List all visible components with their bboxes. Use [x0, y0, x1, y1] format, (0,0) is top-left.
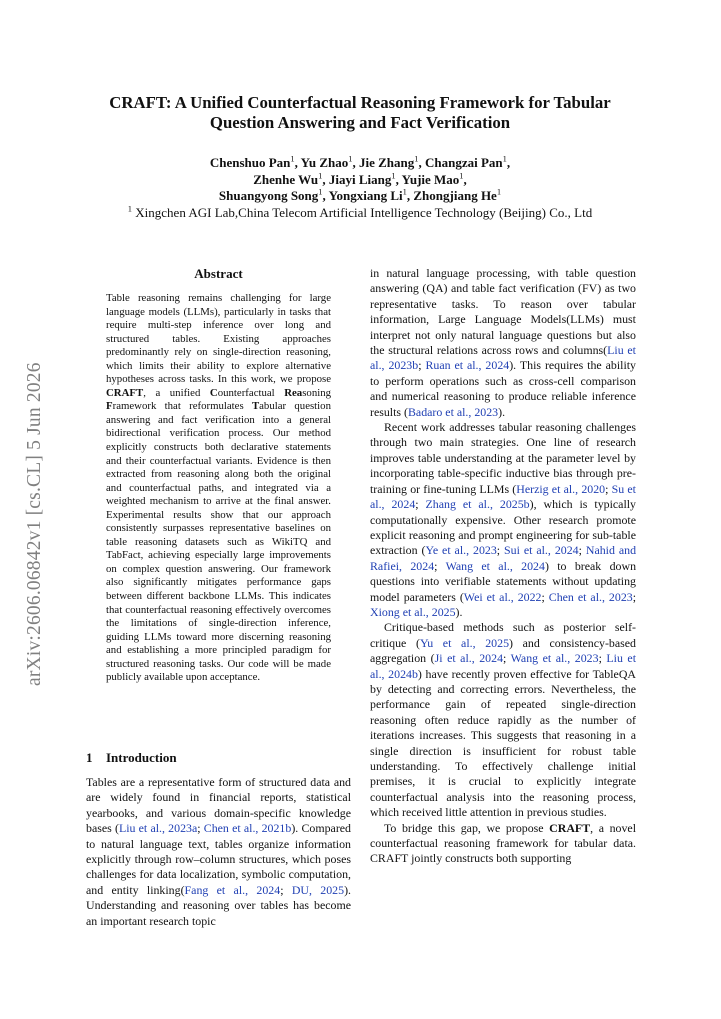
author-name: Shuangyong Song	[218, 188, 319, 203]
author-sup: 1	[496, 186, 502, 197]
citation-link[interactable]: Badaro et al., 2023	[407, 404, 499, 419]
citation-link[interactable]: Wang et al., 2023	[510, 651, 599, 666]
section-title: Introduction	[106, 750, 177, 765]
paragraph: in natural language processing, with table question answering (QA) and table fact verification (FV) as two representative tasks. To reason over tabular information, Large Language Models(LLMs) must interpret not only natural language questions but also the structural relations across rows and columns(Liu et al., 2023b; Ruan et al., 2024). This requires the ability to perform operations such as cross-cell comparison and numerical reasoning to produce reliable inference results (Badaro et al., 2023).	[370, 266, 637, 419]
title-line-1: CRAFT: A Unified Counterfactual Reasoning Framework for Tabular	[109, 93, 611, 112]
author-sup: 1	[414, 153, 419, 164]
author-name: Zhenhe Wu	[253, 171, 319, 187]
citation-link[interactable]: Sui et al., 2024	[504, 543, 579, 558]
citation-link[interactable]: Su et al., 2024	[370, 481, 636, 512]
section-heading	[86, 750, 177, 766]
affiliation	[60, 205, 660, 222]
author-name: Zhongjiang He	[413, 188, 497, 203]
intro-paragraph: Tables are a representative form of structured data and are widely found in financial reports, statistical yearbooks, and various domain-specific knowledge bases (Liu et al., 2023a; Chen et al., 2021b). Compared to natural language text, tables organize information explicitly through row–column structures, which poses challenges for data localization, symbolic computation, and entity linking(Fang et al., 2024; DU, 2025). Understanding and reasoning over tables has become an important research topic	[86, 775, 351, 928]
title-line-2: Question Answering and Fact Verification	[209, 113, 511, 132]
author-name: Jiayi Liang	[328, 171, 392, 187]
author-sup: 1	[348, 153, 353, 164]
author-name: Jie Zhang	[359, 155, 415, 170]
author-name: Yu Zhao	[300, 155, 349, 170]
citation-link[interactable]: Zhang et al., 2025b	[425, 497, 530, 512]
author-sup: 1	[391, 170, 396, 181]
citation-link[interactable]: Ruan et al., 2024	[425, 358, 510, 373]
citation-link[interactable]: Ye et al., 2023	[425, 543, 497, 558]
citation-link[interactable]: Wei et al., 2022	[463, 589, 542, 604]
author-line-2: Zhenhe Wu$^1$, Jiayi Liang$^1$, Yujie Mao$^1$,	[253, 170, 467, 187]
citation-link[interactable]: Liu et al., 2023b	[370, 343, 636, 373]
abstract-heading: Abstract	[194, 266, 243, 281]
author-sup: 1	[402, 186, 407, 197]
author-name: Chenshuo Pan	[209, 155, 291, 170]
citation-link[interactable]: Xiong et al., 2025	[370, 604, 456, 619]
author-block	[60, 155, 660, 221]
citation-link[interactable]: DU, 2025	[291, 882, 345, 897]
author-name: Changzai Pan	[425, 155, 503, 170]
author-line-3: Shuangyong Song$^1$, Yongxiang Li$^1$, Zhongjiang He$^1$	[218, 186, 502, 203]
author-line-1: Chenshuo Pan$^1$, Yu Zhao$^1$, Jie Zhang$^1$, Changzai Pan$^1$,	[209, 153, 511, 170]
citation-link[interactable]: Chen et al., 2021b	[203, 821, 292, 836]
affiliation-sup: 1	[127, 203, 133, 214]
abstract-text: Table reasoning remains challenging for large language models (LLMs), particularly in tasks that require multi-step inference over long and structured tables. Existing approaches predominantly rely on single-direction reasoning, which limits their ability to explore alternative hypotheses across tasks. In this work, we propose CRAFT, a unified Counterfactual Reasoning Framework that reformulates Tabular question answering and fact verification into a general bidirectional verification process. Our method explicitly constructs both declarative statements and their counterfactual variants. Evidence is then extracted from reasoning along both the original and counterfactual paths, and integrated via a weighted mechanism to arrive at the final answer. Experimental results show that our approach consistently surpasses representative baselines on table reasoning datasets such as WikiTQ and TabFact, achieving especially large improvements on complex question answering. Our framework also significantly mitigates performance gaps between different backbone LLMs. This indicates that counterfactual reasoning effectively overcomes the limitations of single-direction inference, guiding LLMs toward more discerning reasoning and establishing a more principled paradigm for structured reasoning tasks. Our code will be made publicly available upon acceptance.	[106, 292, 332, 684]
paper-title	[60, 93, 660, 133]
method-name: CRAFT	[549, 820, 591, 835]
citation-link[interactable]: Liu et al., 2024b	[370, 651, 637, 681]
author-sup: 1	[502, 153, 507, 164]
paragraph: Recent work addresses tabular reasoning challenges through two main strategies. One line of research improves table understanding at the parameter level by incorporating table-specific inductive bias through pre-training or fine-tuning LLMs (Herzig et al., 2020; Su et al., 2024; Zhang et al., 2025b), which is typically computationally expensive. Other research promote explicit reasoning and prompt engineering for sub-table extraction (Ye et al., 2023; Sui et al., 2024; Nahid and Rafiei, 2024; Wang et al., 2024) to break down questions into verifiable statements without updating model parameters (Wei et al., 2022; Chen et al., 2023; Xiong et al., 2025).	[370, 420, 637, 619]
author-sup: 1	[318, 170, 323, 181]
citation-link[interactable]: Chen et al., 2023	[548, 589, 633, 604]
citation-link[interactable]: Yu et al., 2025	[419, 635, 510, 650]
citation-link[interactable]: Liu et al., 2023a	[118, 821, 198, 836]
affiliation-text: Xingchen AGI Lab,China Telecom Artificial Intelligence Technology (Beijing) Co., Ltd	[132, 204, 593, 220]
paragraph: Critique-based methods such as posterior self-critique (Yu et al., 2025) and consistency-based aggregation (Ji et al., 2024; Wang et al., 2023; Liu et al., 2024b) have recently proven effective for TableQA by detecting and correcting errors. Nevertheless, the performance gain of repeated single-direction reasoning often reduce rapidly as the number of iterations increases. This suggests that reasoning in a single direction is insufficient for robust table understanding. To effectively challenge initial premises, it is crucial to explicitly integrate counterfactual analysis into the reasoning process, which received little attention in previous studies.	[370, 620, 637, 820]
arxiv-identifier: arXiv:2606.06842v1 [cs.CL] 5 Jun 2026	[24, 362, 45, 686]
author-name: Yujie Mao	[401, 171, 460, 187]
abstract-body	[106, 292, 331, 685]
citation-link[interactable]: Fang et al., 2024	[184, 882, 281, 897]
citation-link[interactable]: Ji et al., 2024	[434, 651, 504, 666]
author-sup: 1	[290, 153, 295, 164]
citation-link[interactable]: Wang et al., 2024	[445, 558, 545, 573]
author-name: Yongxiang Li	[328, 188, 403, 203]
paragraph: To bridge this gap, we propose CRAFT, a novel counterfactual reasoning framework for tabular data. CRAFT jointly constructs both supporting	[370, 820, 636, 866]
citation-link[interactable]: Nahid and Rafiei, 2024	[370, 543, 637, 573]
author-sup: 1	[459, 170, 464, 181]
citation-link[interactable]: Herzig et al., 2020	[516, 481, 606, 496]
section-number: 1	[86, 750, 93, 765]
author-sup: 1	[318, 186, 323, 197]
right-column	[370, 266, 636, 867]
